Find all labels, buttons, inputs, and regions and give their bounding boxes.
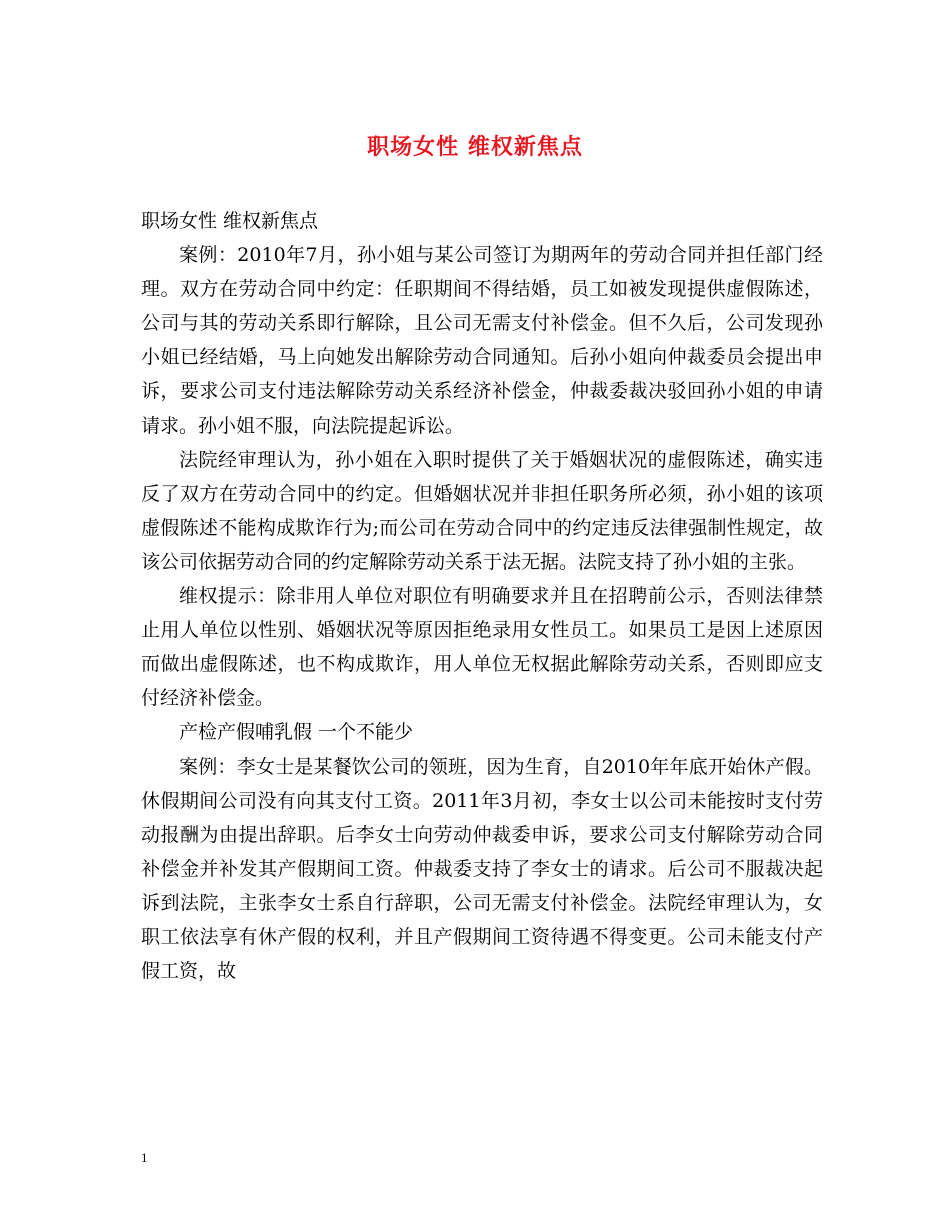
paragraph-case-1: 案例：2010年7月，孙小姐与某公司签订为期两年的劳动合同并担任部门经理。双方在劳动合同中约定：任职期间不得结婚，员工如被发现提供虚假陈述，公司与其的劳动关系即行解除，且公司无需支付补偿金。但不久后，公司发现孙小姐已经结婚，马上向她发出解除劳动合同通知。后孙小姐向仲裁委员会提出申诉，要求公司支付违法解除劳动关系经济补偿金，仲裁委裁决驳回孙小姐的申请请求。孙小姐不服，向法院提起诉讼。	[141, 244, 823, 437]
page-number: 1	[141, 1150, 148, 1165]
document-body	[141, 204, 823, 988]
paragraph-case-2: 案例：李女士是某餐饮公司的领班，因为生育，自2010年年底开始休产假。休假期间公司没有向其支付工资。2011年3月初，李女士以公司未能按时支付劳动报酬为由提出辞职。后李女士向劳动仲裁委申诉，要求公司支付解除劳动合同补偿金并补发其产假期间工资。仲裁委支持了李女士的请求。后公司不服裁决起诉到法院，主张李女士系自行辞职，公司无需支付补偿金。法院经审理认为，女职工依法享有休产假的权利，并且产假期间工资待遇不得变更。公司未能支付产假工资，故	[141, 755, 823, 983]
paragraph-rights-tip: 维权提示：除非用人单位对职位有明确要求并且在招聘前公示，否则法律禁止用人单位以性别、婚姻状况等原因拒绝录用女性员工。如果员工是因上述原因而做出虚假陈述，也不构成欺诈，用人单位无权据此解除劳动关系，否则即应支付经济补偿金。	[141, 585, 823, 710]
page-title: 职场女性 维权新焦点	[367, 134, 583, 160]
section-heading: 职场女性 维权新焦点	[141, 210, 319, 232]
paragraph-court-ruling-1: 法院经审理认为，孙小姐在入职时提供了关于婚姻状况的虚假陈述，确实违反了双方在劳动合同中的约定。但婚姻状况并非担任职务所必须，孙小姐的该项虚假陈述不能构成欺诈行为;而公司在劳动合同中的约定违反法律强制性规定，故该公司依据劳动合同的约定解除劳动关系于法无据。法院支持了孙小姐的主张。	[141, 448, 823, 573]
subheading-maternity-leave: 产检产假哺乳假 一个不能少	[179, 721, 414, 744]
